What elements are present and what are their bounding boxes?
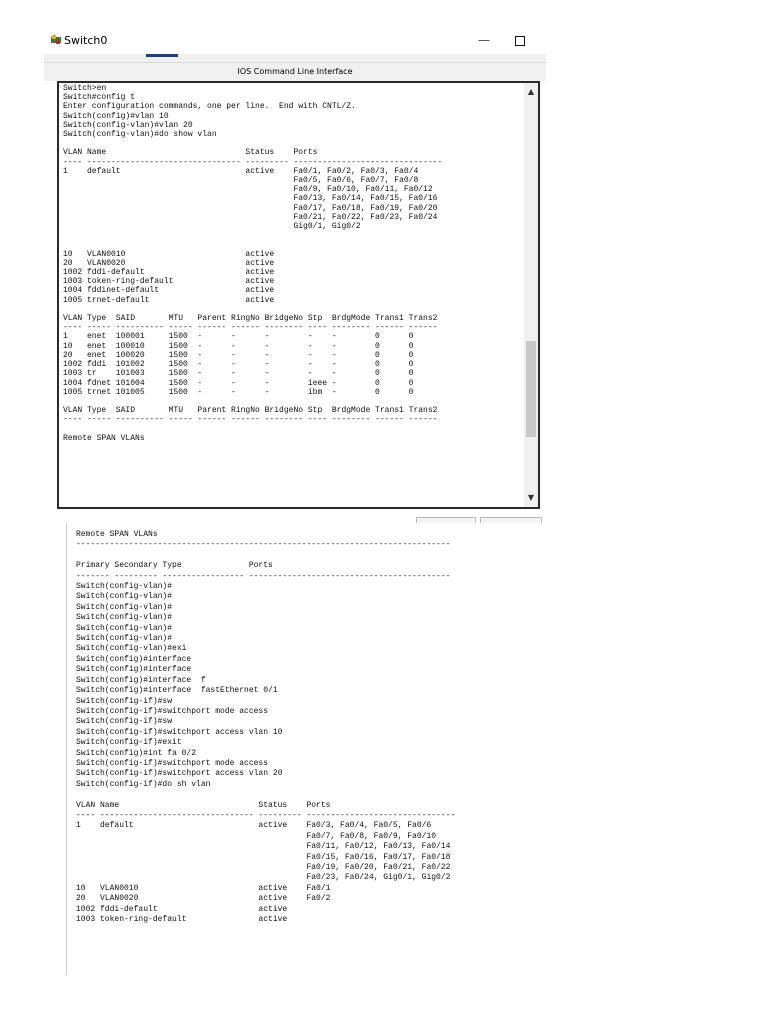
terminal-line: Switch(config-if)#switchport access vlan 10	[76, 727, 283, 737]
minimize-button[interactable]: —	[478, 33, 490, 47]
terminal-line: Switch(config-vlan)#	[76, 592, 173, 602]
terminal-line: 1002 fddi-default active	[63, 268, 275, 278]
window-bottom-bar	[44, 509, 546, 523]
terminal-line: 1003 token-ring-default active	[76, 915, 288, 925]
terminal-line: 1005 trnet-default active	[63, 295, 275, 305]
terminal-line: VLAN Name Status Ports	[63, 148, 318, 158]
terminal-line: Fa0/17, Fa0/18, Fa0/19, Fa0/20	[63, 203, 438, 213]
terminal-line: Fa0/15, Fa0/16, Fa0/17, Fa0/18	[76, 852, 451, 862]
terminal-line: ------- --------- ----------------- ------------------------------------------	[76, 571, 451, 581]
terminal-line: VLAN Type SAID MTU Parent RingNo BridgeNo Stp BrdgMode Trans1 Trans2	[63, 406, 438, 416]
continued-terminal-output	[66, 523, 556, 975]
terminal-line: Switch(config-vlan)#	[76, 582, 173, 592]
terminal-line: Remote SPAN VLANs	[76, 530, 158, 539]
window-title: Switch0	[64, 34, 108, 47]
terminal-line: 1005 trnet 101005 1500 - - - ibm - 0 0	[63, 387, 414, 397]
terminal-line: Switch(config-vlan)#	[76, 623, 173, 633]
terminal-line: Gig0/1, Gig0/2	[63, 222, 361, 232]
terminal-line: Switch(config-if)#switchport mode access	[76, 706, 269, 716]
terminal-line: ---- -------------------------------- --------- -------------------------------	[76, 810, 456, 820]
terminal-line: 1002 fddi-default active	[76, 904, 288, 914]
tab-cli-active-indicator[interactable]	[146, 54, 178, 57]
terminal-output-continued	[76, 530, 455, 925]
terminal-line: Switch(config-if)#switchport access vlan 20	[76, 769, 283, 779]
terminal-line: Switch(config)#interface fastEthernet 0/1	[76, 686, 278, 696]
terminal-line: Switch(config)#int fa 0/2	[76, 748, 197, 758]
terminal-line: Switch(config-vlan)#exi	[76, 644, 187, 654]
terminal-line: 1 default active Fa0/1, Fa0/2, Fa0/3, Fa0/4	[63, 166, 419, 176]
terminal-line: Fa0/5, Fa0/6, Fa0/7, Fa0/8	[63, 176, 419, 186]
terminal-line: Switch#config t	[63, 93, 136, 103]
terminal-line: 20 VLAN0020 active Fa0/2	[76, 894, 331, 904]
terminal-line: Enter configuration commands, one per line. End with CNTL/Z.	[63, 102, 356, 112]
terminal-line: Fa0/7, Fa0/8, Fa0/9, Fa0/10	[76, 831, 437, 841]
terminal-line: Switch(config-vlan)#	[76, 634, 173, 644]
scroll-up-icon[interactable]: ▲	[527, 87, 535, 96]
terminal-line: 10 VLAN0010 active	[63, 249, 275, 259]
terminal-line: 10 enet 100010 1500 - - - - - 0 0	[63, 341, 414, 351]
scroll-down-icon[interactable]: ▼	[527, 493, 535, 502]
switch-app-icon	[50, 34, 62, 46]
terminal-scrollbar[interactable]	[524, 83, 538, 507]
terminal-line: VLAN Name Status Ports	[76, 800, 331, 810]
terminal-line: 1004 fddinet-default active	[63, 286, 275, 296]
terminal-line: Switch(config-if)#exit	[76, 738, 182, 748]
terminal-line: Fa0/11, Fa0/12, Fa0/13, Fa0/14	[76, 842, 451, 852]
terminal-line: ---- -------------------------------- --------- -------------------------------	[63, 157, 443, 167]
terminal-line: Switch(config-vlan)#vlan 20	[63, 120, 193, 130]
tab-strip	[44, 54, 546, 63]
terminal-line: 1004 fdnet 101004 1500 - - - ieee - 0 0	[63, 378, 414, 388]
terminal-line: 1003 token-ring-default active	[63, 277, 275, 287]
terminal-output	[63, 84, 442, 443]
terminal-line: Switch(config-if)#switchport mode access	[76, 758, 269, 768]
maximize-icon	[515, 36, 525, 46]
terminal-line: ---- ----- ---------- ----- ------ ------ -------- ---- -------- ------ ------	[63, 415, 438, 425]
terminal-line: Switch(config-if)#sw	[76, 717, 173, 727]
terminal-line: Fa0/9, Fa0/10, Fa0/11, Fa0/12	[63, 185, 433, 195]
terminal-line: Switch(config-if)#do sh vlan	[76, 779, 211, 789]
terminal-line: Fa0/13, Fa0/14, Fa0/15, Fa0/16	[63, 194, 438, 204]
terminal-line: Switch(config)#vlan 10	[63, 111, 169, 121]
title-bar	[44, 28, 548, 54]
terminal-line: 1 enet 100001 1500 - - - - - 0 0	[63, 332, 414, 342]
terminal-line: Switch(config)#interface	[76, 654, 192, 664]
terminal-line: 20 enet 100020 1500 - - - - - 0 0	[63, 350, 414, 360]
scroll-thumb[interactable]	[526, 341, 536, 437]
maximize-button[interactable]	[510, 30, 530, 50]
terminal-line: Switch(config-vlan)#do show vlan	[63, 130, 217, 140]
terminal-line: Switch>en	[63, 84, 107, 93]
terminal-line: 20 VLAN0020 active	[63, 258, 275, 268]
terminal-line: ------------------------------------------------------------------------------	[76, 540, 451, 550]
terminal-line: Fa0/21, Fa0/22, Fa0/23, Fa0/24	[63, 212, 438, 222]
cli-header: IOS Command Line Interface	[44, 63, 546, 81]
terminal-line: Primary Secondary Type Ports	[76, 561, 273, 571]
terminal-line: Switch(config-if)#sw	[76, 696, 173, 706]
terminal-line: Switch(config)#interface f	[76, 675, 206, 685]
terminal-line: 10 VLAN0010 active Fa0/1	[76, 883, 331, 893]
terminal-line: Switch(config-vlan)#	[76, 602, 173, 612]
terminal-line: Fa0/23, Fa0/24, Gig0/1, Gig0/2	[76, 873, 451, 883]
terminal-line: 1002 fddi 101002 1500 - - - - - 0 0	[63, 360, 414, 370]
terminal-line: ---- ----- ---------- ----- ------ ------ -------- ---- -------- ------ ------	[63, 323, 438, 333]
terminal-line: Switch(config)#interface	[76, 665, 192, 675]
terminal-line: Fa0/19, Fa0/20, Fa0/21, Fa0/22	[76, 863, 451, 872]
terminal-line: 1003 tr 101003 1500 - - - - - 0 0	[63, 369, 414, 379]
cli-terminal[interactable]	[57, 81, 540, 509]
terminal-line: Switch(config-vlan)#	[76, 613, 173, 623]
terminal-line: Remote SPAN VLANs	[63, 433, 145, 443]
terminal-line: 1 default active Fa0/3, Fa0/4, Fa0/5, Fa0/6	[76, 821, 432, 831]
terminal-line: VLAN Type SAID MTU Parent RingNo BridgeNo Stp BrdgMode Trans1 Trans2	[63, 314, 438, 324]
